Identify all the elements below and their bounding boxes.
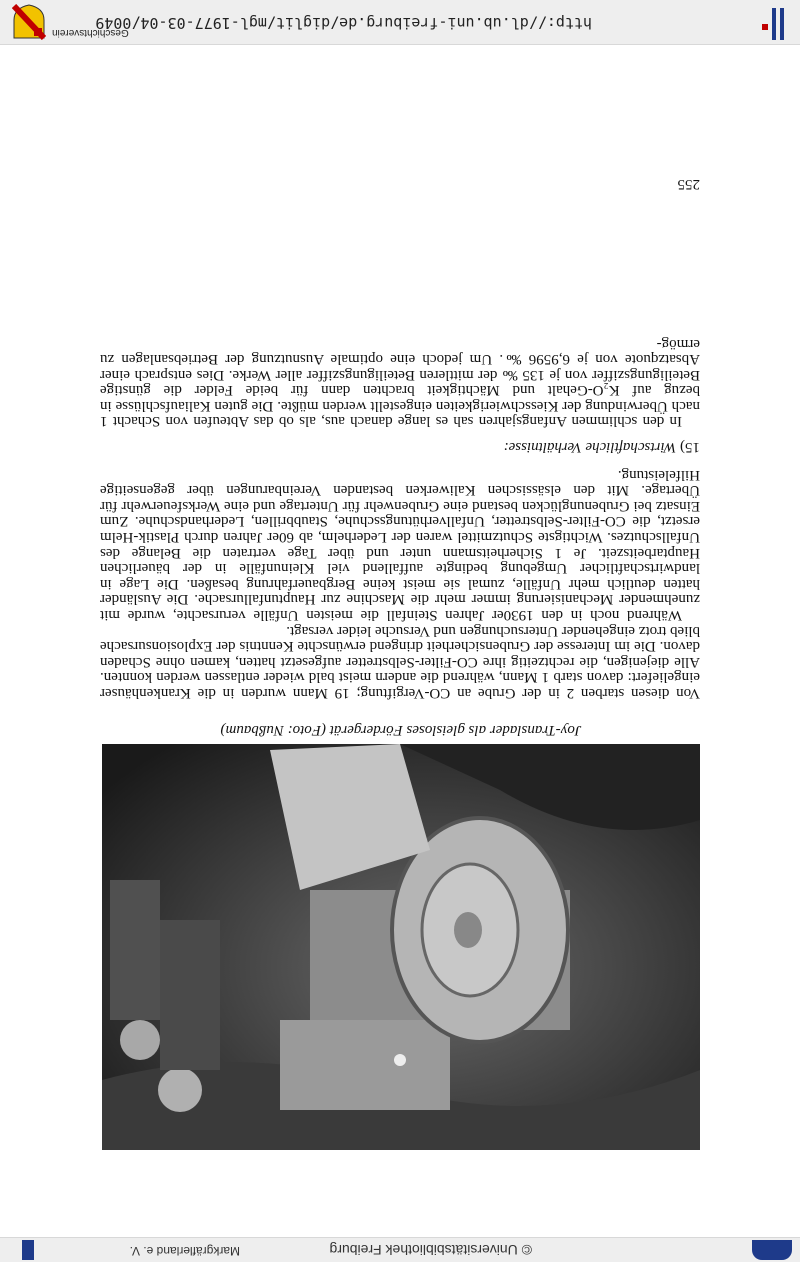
society-label: Geschichtsverein [52, 27, 129, 38]
ub-blue-bar-icon [758, 4, 788, 44]
photo-caption: Joy-Translader als gleisloses Fördergerät (Foto: Nußbaum) [220, 722, 582, 738]
section-number: 15) [680, 439, 700, 456]
ub-logo-icon [752, 1240, 792, 1260]
paragraph-2: Während noch in den 1930er Jahren Steinfall die meisten Unfälle verursachte, wurde mit zunehmender Mechanisierung immer mehr die Maschine zur Hauptunfallursache. Die Ausländer hatten deutlich mehr Unfälle, zumal sie meist keine Bergbauerfahrung besaßen. Die Lage in landwirtschaftlicher Umgebung bedingte auffallend viel Kleinunfälle in der bäuerlichen Hauptarbeitszeit. Je 1 Sicherheitsmann unter und über Tage vertraten die Belange des Unfallschutzes. Wichtigste Schutzmittel waren der Lederhelm, ab 60er Jahren durch Plastik-Helm ersetzt, die CO-Filter-Selbstretter, Unfallverhütungsschuhe, Staubbrillen, Lederhandschuhe. Zum Einsatz bei Grubenunglücken bestand eine Grubenwehr für Untertage und eine Werksfeuerwehr für Übertage. Mit den elsässischen Kaliwerken bestanden Vereinbarungen über gegenseitige Hilfeleistung. [100, 466, 700, 624]
article-body [100, 335, 700, 700]
mining-photo [102, 744, 700, 1150]
bar-logo-icon [22, 1240, 34, 1260]
paragraph-1: Von diesen starben 2 in der Grube an CO-Vergiftung; 19 Mann wurden in die Krankenhäuser eingeliefert: davon starb 1 Mann, während die andern meist bald wieder entlassen werden konnten. Alle diejenigen, die rechtzeitig ihre CO-Filter-Selbstretter aufgesetzt hatten, kamen ohne Schaden davon. Die im Interesse der Grubensicherheit dringend erwünschte Kenntnis der Explosionsursache blieb trotz eingehender Untersuchungen und Versuche leider versagt. [100, 622, 700, 701]
section-paragraph: In den schlimmen Anfangsjahren sah es lange danach aus, als ob das Abteufen von Schacht 1 nach Überwindung der Kiesschwierigkeiten eingestellt werden müßte. Die guten Kaliaufschlüsse in bezug auf K₂O-Gehalt und Mächtigkeit brachten dann für beide Felder die günstige Beteiligungsziffer von je 135 ‰ der mittleren Beteiligungsziffer aller Werke. Dies entsprach einer Absatzquote von je 6,9596 ‰. Um jedoch eine optimale Ausnutzung der Betriebsanlagen zu ermög- [100, 335, 700, 430]
coat-of-arms-icon [12, 4, 46, 40]
translader-photo-illustration [102, 744, 700, 1150]
header-copyright: © Universitätsbibliothek Freiburg [329, 1242, 532, 1258]
header-society: Markgräflerland e. V. [129, 1244, 240, 1258]
section-title: Wirtschaftliche Verhältnisse: [503, 439, 677, 456]
section-heading [100, 439, 700, 455]
document-url[interactable]: http://dl.ub.uni-freiburg.de/diglit/mgl-1977-03-04/0049 [95, 14, 592, 32]
viewer-header-bar [0, 1237, 800, 1262]
page-number: 255 [677, 176, 700, 192]
viewer-footer-bar [0, 0, 800, 45]
